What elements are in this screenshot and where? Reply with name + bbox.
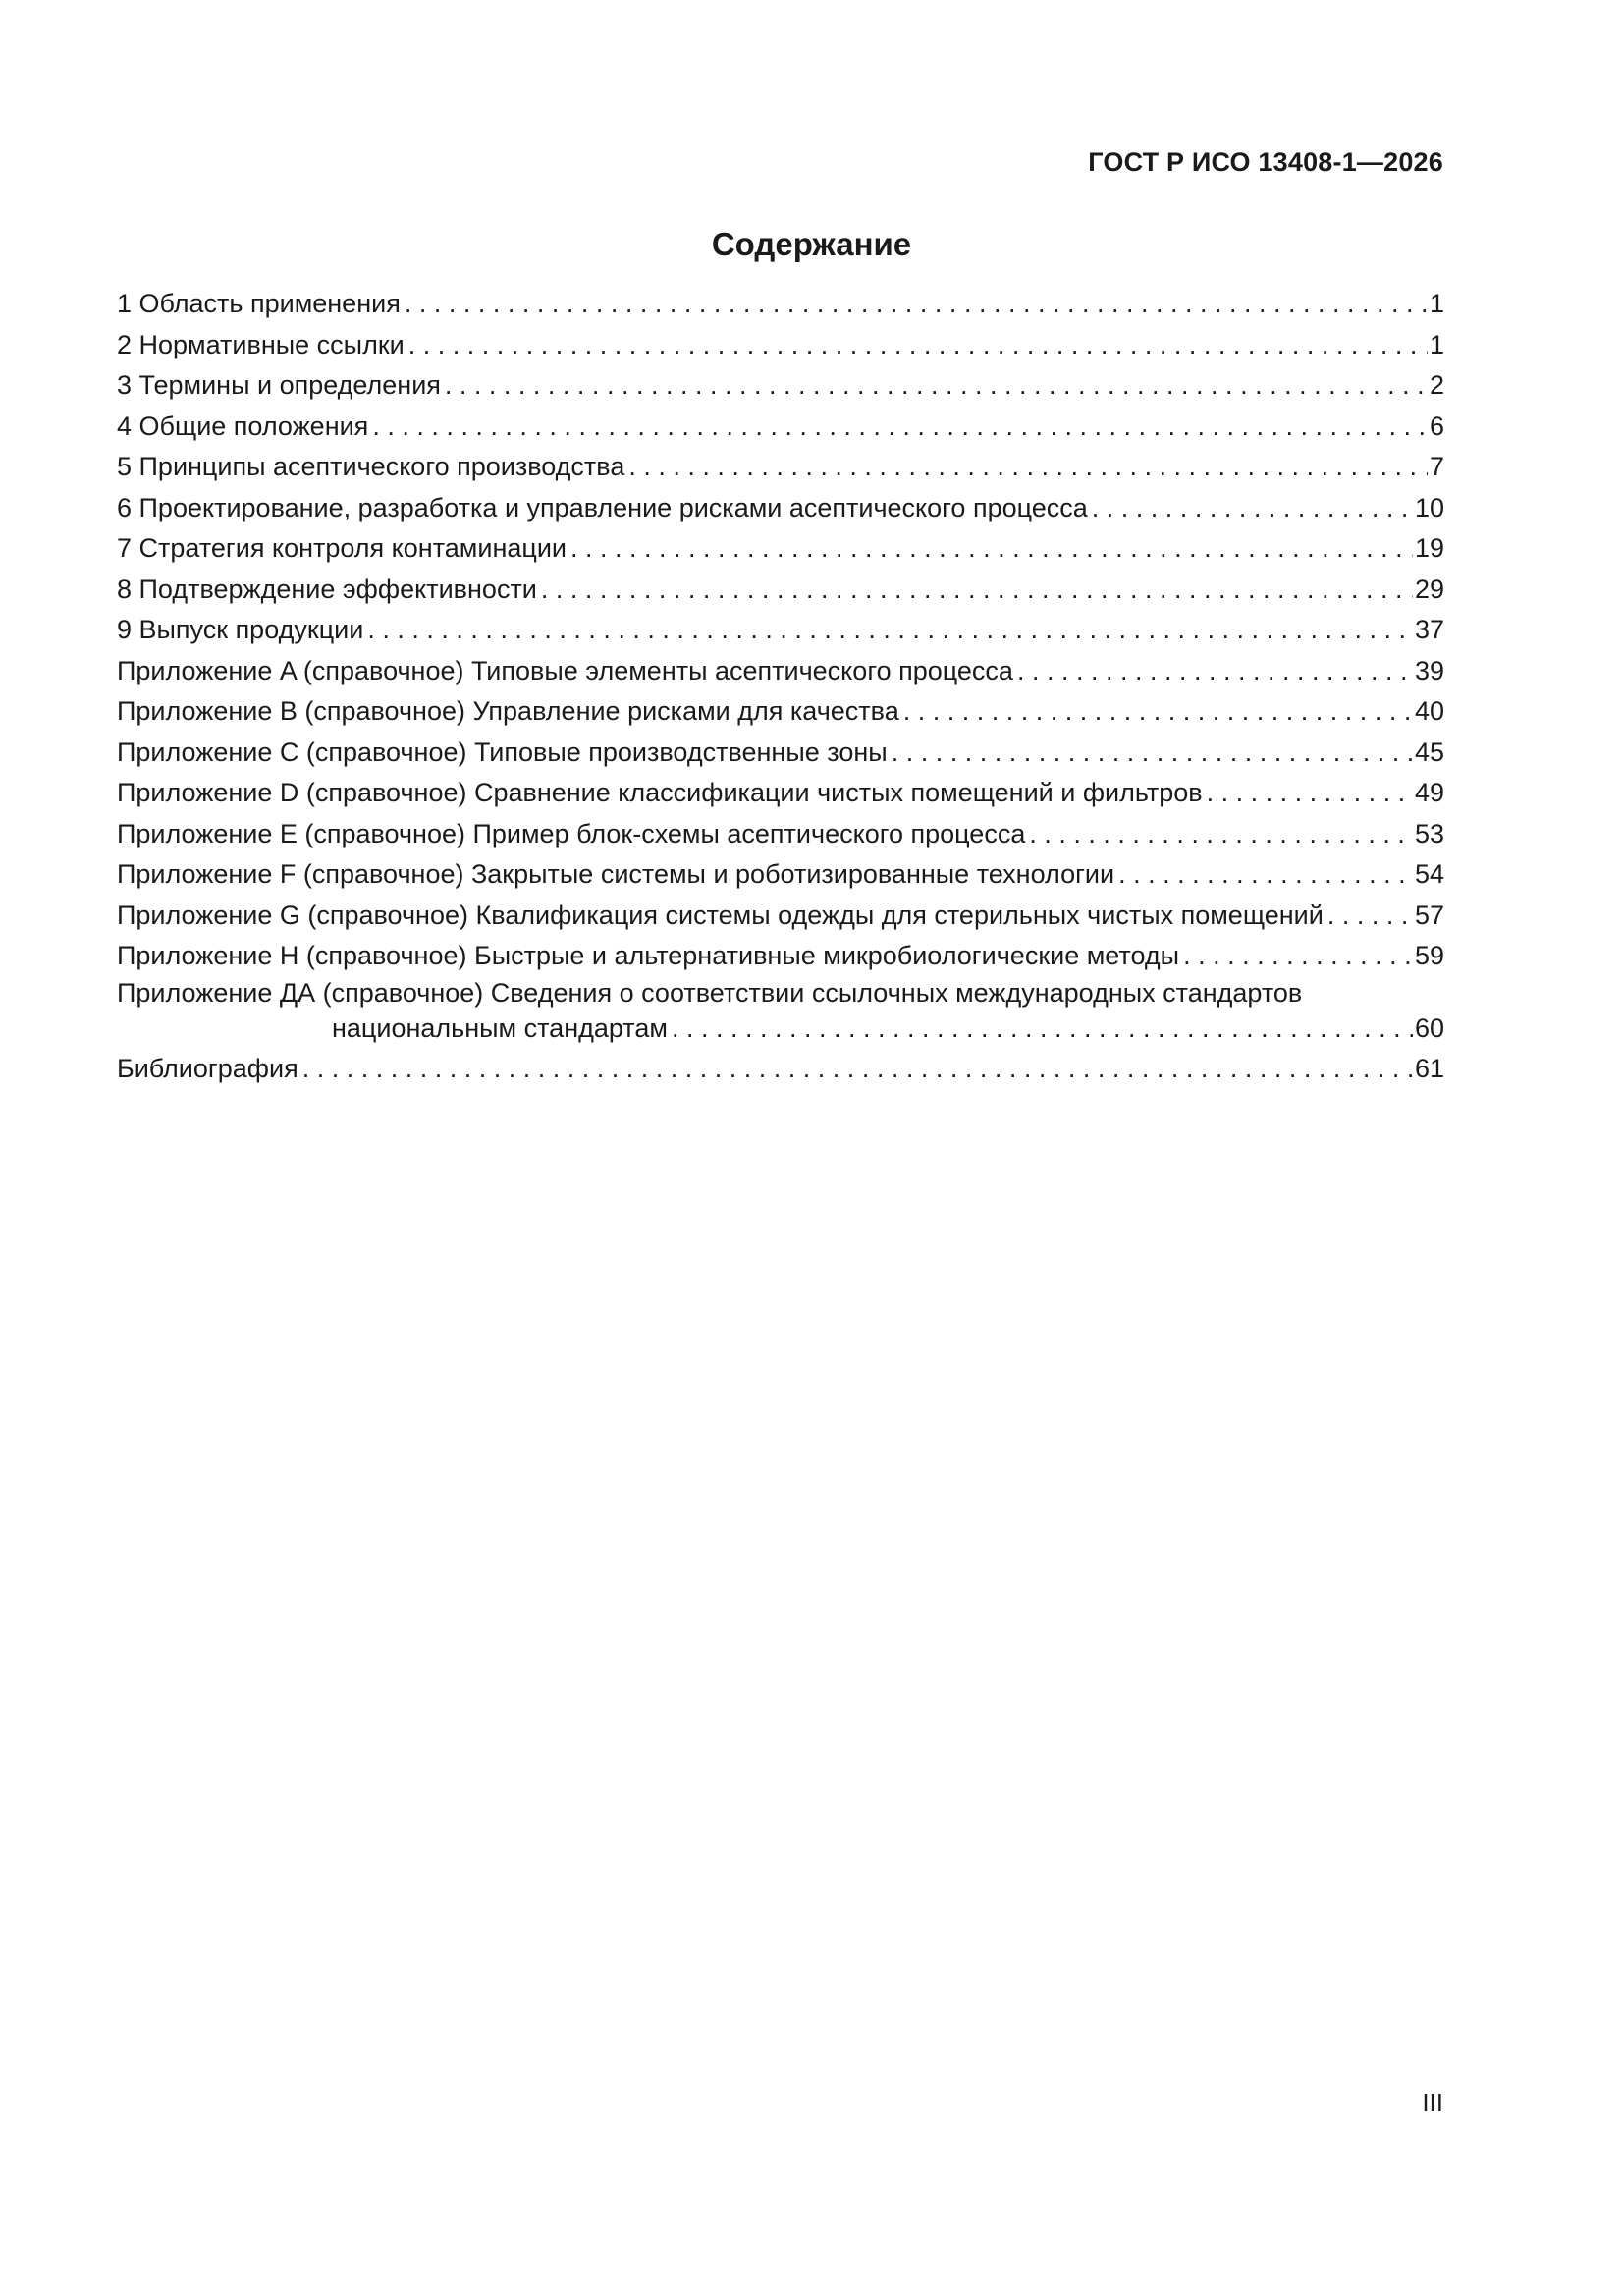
- toc-entry[interactable]: [117, 488, 1444, 529]
- toc-entry-label: Библиография: [117, 1054, 298, 1083]
- toc-dot-leader: [672, 1009, 1413, 1050]
- toc-entry-page: 37: [1414, 615, 1444, 644]
- toc-entry[interactable]: [117, 651, 1444, 692]
- toc-entry-page: 40: [1414, 696, 1444, 726]
- toc-entry-bibliography[interactable]: [117, 1049, 1444, 1090]
- toc-entry-page: 6: [1429, 410, 1444, 441]
- toc-dot-leader: [1183, 936, 1413, 977]
- toc-entry-page: 61: [1414, 1054, 1444, 1083]
- toc-entry-page: 29: [1414, 574, 1444, 604]
- toc-entry[interactable]: [117, 733, 1444, 774]
- toc-entry-label: 4 Общие положения: [117, 410, 369, 441]
- toc-entry-page: 2: [1429, 370, 1444, 400]
- toc-entry-label: 2 Нормативные ссылки: [117, 329, 405, 359]
- toc-entry[interactable]: [117, 896, 1444, 937]
- toc-dot-leader: [302, 1049, 1413, 1090]
- toc-entry-label: 9 Выпуск продукции: [117, 615, 364, 644]
- toc-entry[interactable]: [117, 610, 1444, 651]
- toc-dot-leader: [1327, 896, 1413, 937]
- toc-entry-page: 39: [1414, 655, 1444, 685]
- toc-entry-page: 60: [1414, 1012, 1444, 1043]
- document-standard-id: ГОСТ Р ИСО 13408-1—2026: [1088, 147, 1443, 177]
- toc-entry-label: Приложение D (справочное) Сравнение классификации чистых помещений и фильтров: [117, 778, 1203, 807]
- toc-entry-page: 19: [1414, 533, 1444, 563]
- toc-entry[interactable]: [117, 854, 1444, 896]
- toc-entry[interactable]: [117, 773, 1444, 814]
- toc-dot-leader: [1017, 651, 1413, 692]
- toc-dot-leader: [541, 570, 1413, 611]
- toc-entry-label: Приложение C (справочное) Типовые производственные зоны: [117, 737, 888, 767]
- toc-dot-leader: [1092, 488, 1413, 529]
- toc-dot-leader: [570, 528, 1413, 570]
- page-number: III: [1422, 2088, 1443, 2117]
- toc-entry-page: 53: [1414, 818, 1444, 848]
- toc-dot-leader: [892, 733, 1413, 774]
- toc-dot-leader: [445, 365, 1428, 407]
- toc-entry-continuation: [117, 1009, 1444, 1050]
- toc-entry-label-continued: национальным стандартам: [332, 1012, 668, 1043]
- toc-entry-label: 3 Термины и определения: [117, 370, 441, 400]
- toc-entry-page: 10: [1414, 492, 1444, 522]
- toc-entry-page: 59: [1414, 941, 1444, 970]
- toc-entry[interactable]: [117, 407, 1444, 448]
- toc-dot-leader: [372, 407, 1428, 448]
- toc-entry-label: Приложение H (справочное) Быстрые и альтернативные микробиологические методы: [117, 941, 1180, 970]
- table-of-contents: [117, 284, 1444, 1090]
- toc-entry-page: 54: [1414, 859, 1444, 889]
- toc-entry-page: 45: [1414, 737, 1444, 767]
- toc-entry-page: 49: [1414, 778, 1444, 807]
- toc-entry[interactable]: [117, 570, 1444, 611]
- toc-entry[interactable]: [117, 936, 1444, 977]
- toc-dot-leader: [367, 610, 1413, 651]
- toc-dot-leader: [903, 691, 1413, 733]
- toc-entry[interactable]: [117, 284, 1444, 325]
- toc-dot-leader: [405, 284, 1428, 325]
- toc-entry-annex-da[interactable]: [117, 977, 1444, 1050]
- toc-entry-page: 1: [1429, 289, 1444, 318]
- toc-entry[interactable]: [117, 447, 1444, 488]
- toc-dot-leader: [1118, 854, 1413, 896]
- toc-dot-leader: [408, 325, 1428, 366]
- toc-dot-leader: [1029, 814, 1413, 855]
- toc-title: Содержание: [711, 226, 912, 262]
- toc-entry[interactable]: [117, 814, 1444, 855]
- toc-dot-leader: [1207, 773, 1413, 814]
- toc-entry-label: 5 Принципы асептического производства: [117, 452, 625, 481]
- toc-entry-page: 1: [1429, 329, 1444, 359]
- toc-entry-label: 6 Проектирование, разработка и управление рисками асептического процесса: [117, 492, 1088, 522]
- toc-dot-leader: [628, 447, 1428, 488]
- toc-entry[interactable]: [117, 528, 1444, 570]
- toc-entry[interactable]: [117, 365, 1444, 407]
- toc-entry-label: Приложение B (справочное) Управление рисками для качества: [117, 696, 899, 726]
- toc-entry-label: 7 Стратегия контроля контаминации: [117, 533, 567, 563]
- toc-entry-page: 7: [1429, 452, 1444, 481]
- toc-entry-label: Приложение G (справочное) Квалификация системы одежды для стерильных чистых помещений: [117, 900, 1324, 930]
- toc-entry[interactable]: [117, 325, 1444, 366]
- toc-entry-label: Приложение ДА (справочное) Сведения о соответствии ссылочных международных стандартов: [117, 977, 1303, 1008]
- toc-entry-label: Приложение E (справочное) Пример блок-схемы асептического процесса: [117, 818, 1026, 848]
- toc-entry-label: 1 Область применения: [117, 289, 401, 318]
- toc-entry-label: 8 Подтверждение эффективности: [117, 574, 537, 604]
- toc-entry-page: 57: [1414, 900, 1444, 930]
- toc-entry[interactable]: [117, 691, 1444, 733]
- toc-entry-label: Приложение A (справочное) Типовые элементы асептического процесса: [117, 655, 1013, 685]
- toc-entry-label: Приложение F (справочное) Закрытые системы и роботизированные технологии: [117, 859, 1115, 889]
